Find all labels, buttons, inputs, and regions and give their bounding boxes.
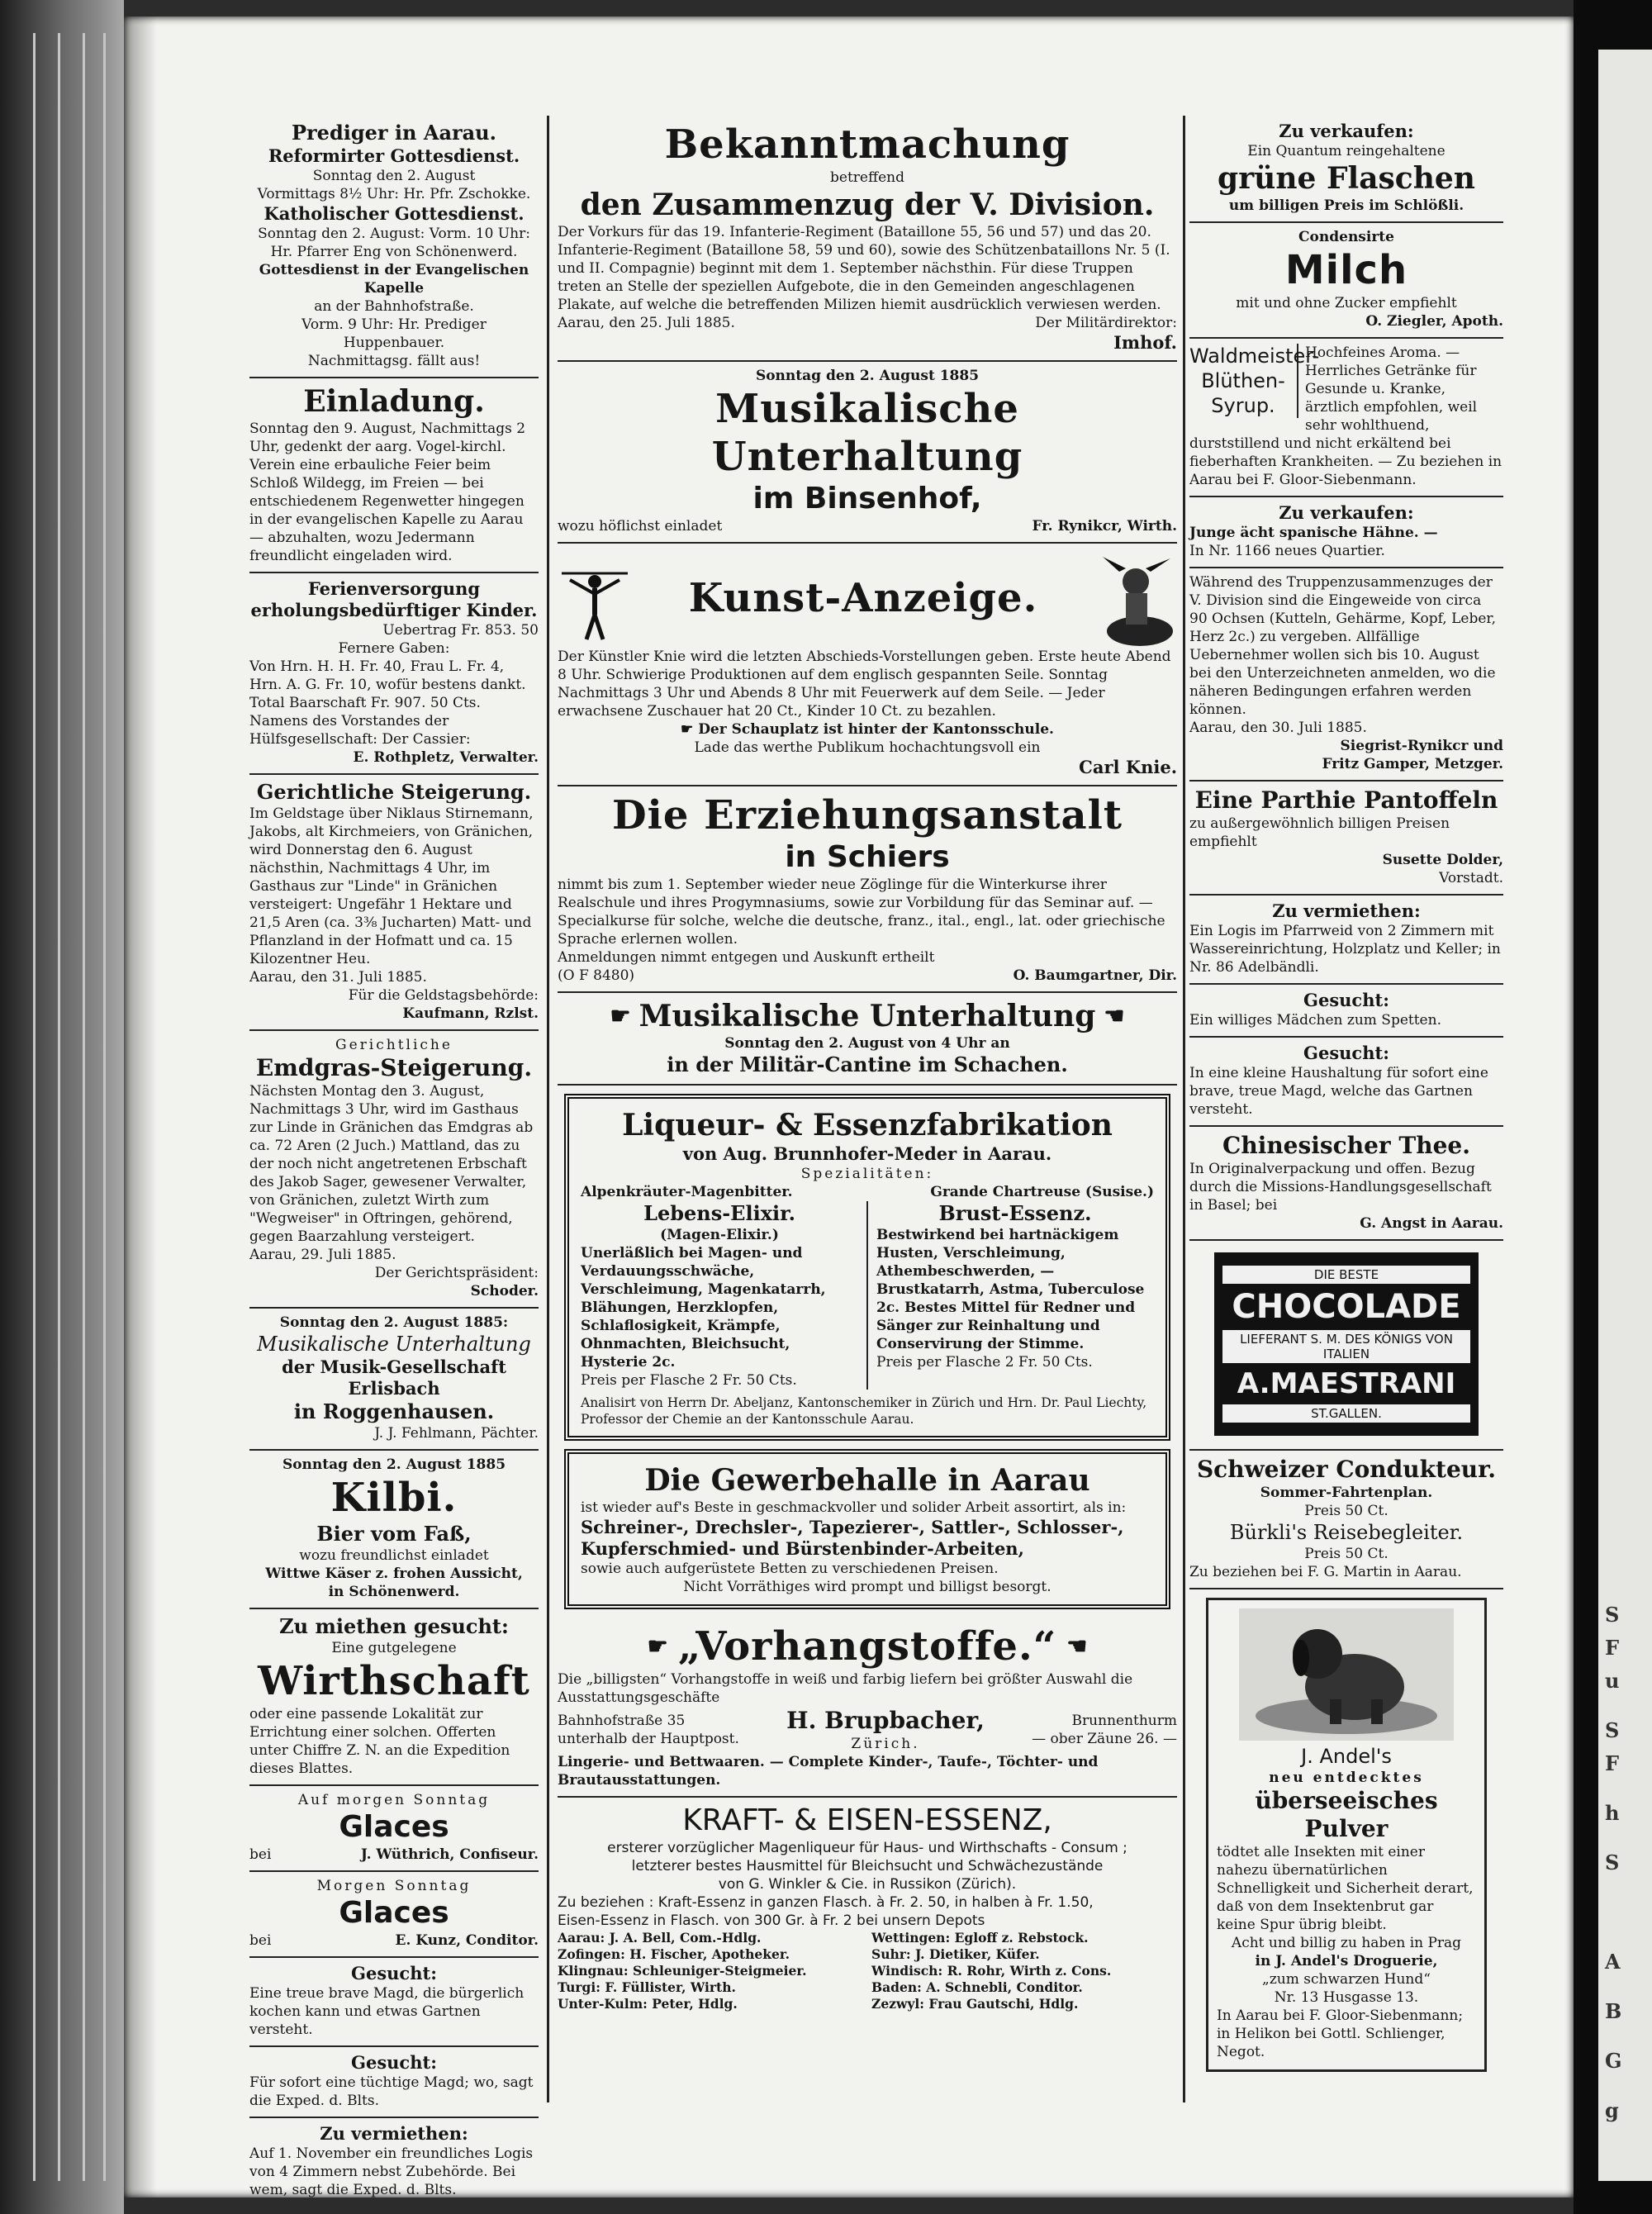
kondukteur-ad: Schweizer Condukteur. Sommer-Fahrtenplan. Preis 50 Ct. Bürkli's Reisebegleiter. Preis 50 Ct. Zu beziehen bei F. G. Martin in Aarau. [1189, 1451, 1503, 1589]
column-right [1189, 116, 1503, 2080]
depot-entry: Unter-Kulm: Peter, Hdlg. [558, 1996, 738, 2012]
depot-entry: Zofingen: H. Fischer, Apotheker. [558, 1946, 790, 1962]
steigerung-ad: Gerichtliche Steigerung. Im Geldstage über Niklaus Stirnemann, Jakobs, alt Kirchmeiers, von Gränichen, wird Donnerstag den 6. August nächsthin, Nachmittags 4 Uhr, im Gasthaus zur "Linde" in Gränichen versteigert: Ungefähr 1 Hektare und 21,5 Aren (ca. 3⅜ Jucharten) Matt- und Pflanzland in der Hofmatt und ca. 15 Kilozentner Heu. Aarau, den 31. Juli 1885. Für die Geldstagsbehörde: Kaufmann, Rzlst. [249, 775, 539, 1031]
erziehungsanstalt-ad: Die Erziehungsanstalt in Schiers nimmt bis zum 1. September wieder neue Zöglinge für die Winterkurse ihrer Realschule und ihres Progymnasiums, sowie zur Vorbildung für das Seminar auf. — Specialkurse für solche, welche die deutsche, franz., ital., engl., lat. oder griechische Sprache erlernen wollen. Anmeldungen nimmt entgegen und Auskunft ertheilt (O F 8480) O. Baumgartner, Dir. [558, 786, 1177, 993]
depot-entry: Windisch: R. Rohr, Wirth z. Cons. [871, 1963, 1112, 1979]
glaces-kunz-ad: Morgen Sonntag Glaces bei E. Kunz, Conditor. [249, 1872, 539, 1958]
magd-ad: Gesucht: In eine kleine Haushaltung für sofort eine brave, treue Magd, welche das Gartnen versteht. [1189, 1038, 1503, 1127]
column-left [249, 116, 539, 2206]
eingeweide-ad: Während des Truppenzusammenzuges der V. Division sind die Eingeweide von circa 90 Ochsen (Kutteln, Gehärme, Kopf, Leber, Herz 2c.) zu vergeben. Allfällige Uebernehmer wollen sich bis 10. August bei den Unterzeichneten anmelden, wo die näheren Bedingungen erfahren werden können. Aarau, den 30. Juli 1885. Siegrist-Rynikcr und Fritz Gamper, Metzger. [1189, 568, 1503, 782]
maedchen-ad: Gesucht: Ein williges Mädchen zum Spetten. [1189, 985, 1503, 1038]
vermiethen-logis-ad: Zu vermiethen: Auf 1. November ein freundliches Logis von 4 Zimmern nebst Zubehörde. Bei wem, sagt die Exped. d. Blts. [249, 2123, 534, 2198]
gesucht-magd-ad: Gesucht: Eine treue brave Magd, die bürgerlich kochen kann und etwas Gartnen versteht. [249, 1958, 539, 2047]
wirthschaft-ad: Zu miethen gesucht: Eine gutgelegene Wirthschaft oder eine passende Lokalität zur Errichtung einer solchen. Offerten unter Chiffre Z. N. an die Expedition dieses Blattes. [249, 1609, 539, 1786]
depot-entry: Turgi: F. Füllister, Wirth. [558, 1979, 736, 1995]
church-notices: Prediger in Aarau. Reformirter Gottesdienst. Sonntag den 2. August Vormittags 8½ Uhr: Hr. Pfr. Zschokke. Katholischer Gottesdienst. Sonntag den 2. August: Vorm. 10 Uhr: Hr. Pfarrer Eng von Schönenwerd. Gottesdienst in der Evangelischen Kapelle an der Bahnhofstraße. Vorm. 9 Uhr: Hr. Prediger Huppenbauer. Nachmittagsg. fällt aus! [249, 116, 539, 378]
bekanntmachung-ad: Bekanntmachung betreffend den Zusammenzug der V. Division. Der Vorkurs für das 19. Infanterie-Regiment (Bataillone 55, 56 und 57) und das 20. Infanterie-Regiment (Bataillone 58, 59 und 60), sowie des Schützenbataillons Nr. 5 (I. und II. Compagnie) beginnt mit dem 1. September nächsthin. Für diese Truppen treten an Stelle der speziellen Aufgebote, die in den Gemeinden angeschlagenen Plakate, auf welche die betreffenden Milizen hiemit ausdrücklich verwiesen werden. Aarau, den 25. Juli 1885. Der Militärdirektor: Imhof. [558, 116, 1177, 362]
milch-ad: Condensirte Milch mit und ohne Zucker empfiehlt O. Ziegler, Apoth. [1189, 223, 1503, 339]
depot-entry: Baden: A. Schnebli, Conditor. [871, 1979, 1083, 1995]
glaces-wuethrich-ad: Auf morgen Sonntag Glaces bei J. Wüthrich, Confiseur. [249, 1786, 539, 1872]
book-edge [0, 0, 124, 2214]
adjacent-page-edge: S F u S F h S A B G g [1598, 50, 1652, 2181]
pointing-hand-icon: ☛ [681, 721, 699, 738]
pointing-hand-left-icon: ☚ [1104, 1002, 1125, 1029]
chocolade-logo: DIE BESTE CHOCOLADE LIEFERANT S. M. DES KÖNIGS VON ITALIEN A.MAESTRANI ST.GALLEN. [1214, 1252, 1479, 1436]
depot-entry: Aarau: J. A. Bell, Com.-Hdlg. [558, 1930, 762, 1946]
einladung-ad: Einladung. Sonntag den 9. August, Nachmittags 2 Uhr, gedenkt der aarg. Vogel-kirchl. Verein eine erbauliche Feier beim Schloß Wildegg, im Freien — bei entschiedenem Regenwetter hingegen in der evangelischen Kapelle zu Aarau — abzuhalten, wozu Jedermann freundlicht eingeladen wird. [249, 378, 539, 573]
ferienversorgung-ad: Ferienversorgung erholungsbedürftiger Kinder. Uebertrag Fr. 853. 50 Fernere Gaben: Von Hrn. H. H. Fr. 40, Frau L. Fr. 4, Hrn. A. G. Fr. 10, wofür bestens dankt. Total Baarschaft Fr. 907. 50 Cts. Namens des Vorstandes der Hülfsgesellschaft: Der Cassier: E. Rothpletz, Verwalter. [249, 573, 539, 775]
vorhangstoffe-ad: ☛ „Vorhangstoffe.“ ☚ Die „billigsten“ Vorhangstoffe in weiß und farbig liefern bei größter Auswahl die Ausstattungsgeschäfte Bahnhofstraße 35 unterhalb der Hauptpost. H. Brupbacher, Zürich. Brunnenthurm — ober Zäune 26. — Lingerie- und Bettwaaren. — Complete Kinder-, Taufe-, Töchter- und Brautausstattungen. [558, 1618, 1177, 1798]
waldmeister-syrup-ad: Waldmeister- Blüthen- Syrup. Hochfeines Aroma. — Herrliches Getränke für Gesunde u. Kranke, ärztlich empfohlen, weil sehr wohlthuend, durststillend und nicht erkältend bei fieberhaften Krankheiten. — Zu beziehen in Aarau bei F. Gloor-Siebenmann. [1189, 339, 1503, 497]
depot-entry: Zezwyl: Frau Gautschi, Hdlg. [871, 1996, 1079, 2012]
gewerbehalle-ad: Die Gewerbehalle in Aarau ist wieder auf's Beste in geschmackvoller und solider Arbeit assortirt, als in: Schreiner-, Drechsler-, Tapezierer-, Sattler-, Schlosser-, Kupferschmied- und Bürstenbinder-Arbeiten, sowie auch aufgerüstete Betten zu verschiedenen Preisen. Nicht Vorräthiges wird prompt und billigst besorgt. [564, 1449, 1170, 1609]
thee-ad: Chinesischer Thee. In Originalverpackung und offen. Bezug durch die Missions-Handlungsgesellschaft in Basel; bei G. Angst in Aarau. [1189, 1127, 1503, 1241]
pointing-hand-left-icon: ☚ [1066, 1632, 1088, 1660]
dog-illustration [1239, 1608, 1454, 1741]
column-middle [558, 116, 1177, 2019]
depot-entry: Suhr: J. Dietiker, Küfer. [871, 1946, 1040, 1962]
pantoffeln-ad: Eine Parthie Pantoffeln zu außergewöhnlich billigen Preisen empfiehlt Susette Dolder, Vorstadt. [1189, 782, 1503, 896]
liqueur-ad: Liqueur- & Essenzfabrikation von Aug. Brunnhofer-Meder in Aarau. Spezialitäten: Alpenkräuter-Magenbitter. Grande Chartreuse (Susise.) Lebens-Elixir. (Magen-Elixir.) Unerläßlich bei Magen- und Verdauungsschwäche, Verschleimung, Magenkatarrh, Blähungen, Herzklopfen, Schlaflosigkeit, Krämpfe, Ohnmachten, Bleichsucht, Hysterie 2c. Preis per Flasche 2 Fr. 50 Cts. Brust-Essenz. Bestwirkend bei hartnäckigem Husten, Verschleimung, Athembeschwerden, — Brustkatarrh, Astma, Tuberculose 2c. Bestes Mittel für Redner und Sänger zur Reinhaltung und Conservirung der Stimme. Preis per Flasche 2 Fr. 50 Cts. Analisirt von Herrn Dr. Abeljanz, Kantonschemiker in Zürich und Hrn. Dr. Paul Liechty, Professor der Chemie an der Kantonsschule Aarau. [564, 1094, 1170, 1441]
musik-roggenhausen-ad: Sonntag den 2. August 1885: Musikalische Unterhaltung der Musik-Gesellschaft Erlisbach in Roggenhausen. J. J. Fehlmann, Pächter. [249, 1309, 539, 1451]
pulver-ad: J. Andel's neu entdecktes überseeisches Pulver tödtet alle Insekten mit einer nahezu übernatürlichen Schnelligkeit und Sicherheit derart, daß von dem Insektenbrut gar keine Spur übrig bleibt. Acht und billig zu haben in Prag in J. Andel's Droguerie, „zum schwarzen Hund“ Nr. 13 Husgasse 13. In Aarau bei F. Gloor-Siebenmann; in Helikon bei Gottl. Schlienger, Negot. [1206, 1598, 1487, 2072]
acrobat-illustration [558, 549, 632, 648]
chocolade-ad [1189, 1241, 1503, 1451]
emdgras-ad: Gerichtliche Emdgras-Steigerung. Nächsten Montag den 3. August, Nachmittags 3 Uhr, wird im Gasthaus zur Linde in Gränichen das Emdgras ab ca. 72 Aren (2 Juch.) Mattland, das zu der noch nicht angetretenen Erbschaft des Jakob Sager, gewesener Verwalter, von Gränichen, zuletzt Wirth zum "Wegweiser" in Oftringen, gehörend, gegen Baarzahlung versteigert. Aarau, 29. Juli 1885. Der Gerichtspräsident: Schoder. [249, 1031, 539, 1309]
binsenhof-ad: Sonntag den 2. August 1885 Musikalische Unterhaltung im Binsenhof, wozu höflichst einladet Fr. Rynikcr, Wirth. [558, 362, 1177, 544]
kunst-anzeige-ad: Kunst-Anzeige. Der Künstler Knie wird die letzten Abschieds-Vorstellungen geben. Erste heute Abend 8 Uhr. Schwierige Produktionen auf dem englisch gespannten Seile. Sonntag Nachmittags 3 Uhr und Abends 8 Uhr mit Feuerwerk auf dem Seile. — Jeder erwachsene Zuschauer hat 20 Ct., Kinder 10 Ct. zu bezahlen. ☛ Der Schauplatz ist hinter der Kantonsschule. Lade das werthe Publikum hochachtungsvoll ein Carl Knie. [558, 544, 1177, 786]
pointing-hand-icon: ☛ [610, 1002, 631, 1029]
heading: Prediger in Aarau. [291, 121, 496, 145]
gesucht-magd2-ad: Gesucht: Für sofort eine tüchtige Magd; wo, sagt die Exped. d. Blts. [249, 2047, 539, 2118]
cantine-musik-ad: ☛ Musikalische Unterhaltung ☚ Sonntag den 2. August von 4 Uhr an in der Militär-Cantine im Schachen. [558, 993, 1177, 1086]
logis-ad: Zu vermiethen: Ein Logis im Pfarrweid von 2 Zimmern mit Wassereinrichtung, Holzplatz und Keller; in Nr. 86 Adelbändli. [1189, 896, 1503, 985]
depot-entry: Wettingen: Egloff z. Rebstock. [871, 1930, 1089, 1946]
pointing-hand-icon: ☛ [647, 1632, 668, 1660]
kilbi-ad: Sonntag den 2. August 1885 Kilbi. Bier vom Faß, wozu freundlichst einladet Wittwe Käser z. frohen Aussicht, in Schönenwerd. [249, 1451, 539, 1609]
gruene-flaschen-ad: Zu verkaufen: Ein Quantum reingehaltene grüne Flaschen um billigen Preis im Schlößli. [1189, 116, 1503, 223]
kraft-eisen-essenz-ad: KRAFT- & EISEN-ESSENZ, ersterer vorzüglicher Magenliqueur für Haus- und Wirthschafts - Consum ; letzterer bestes Hausmittel für Bleichsucht und Schwächezustände von G. Winkler & Cie. in Russikon (Zürich). Zu beziehen : Kraft-Essenz in ganzen Flasch. à Fr. 2. 50, in halben à Fr. 1.50, Eisen-Essenz in Flasch. von 300 Gr. à Fr. 2 bei unsern Depots Aarau: J. A. Bell, Com.-Hdlg. Zofingen: H. Fischer, Apotheker. Klingnau: Schleuniger-Steigmeier. Turgi: F. Füllister, Wirth. Unter-Kulm: Peter, Hdlg. Wettingen: Egloff z. Rebstock. Suhr: J. Dietiker, Küfer. Windisch: R. Rohr, Wirth z. Cons. Baden: A. Schnebli, Conditor. Zezwyl: Frau Gautschi, Hdlg. [558, 1798, 1177, 2019]
haehne-ad: Zu verkaufen: Junge ächt spanische Hähne. — In Nr. 1166 neues Quartier. [1189, 497, 1503, 568]
jester-illustration [1094, 549, 1177, 648]
depot-entry: Klingnau: Schleuniger-Steigmeier. [558, 1963, 807, 1979]
